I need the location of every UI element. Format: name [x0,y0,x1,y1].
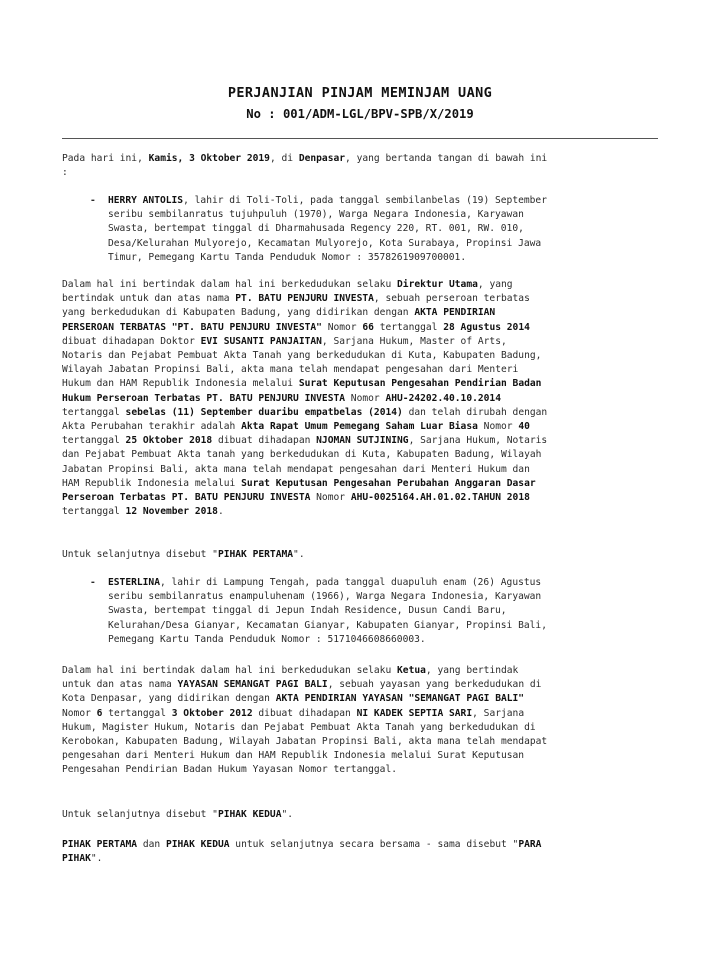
text-line [62,838,658,852]
bold-text-run: NI KADEK SEPTIA SARI [356,707,473,719]
text-run: untuk dan atas nama [62,679,178,691]
text-run: dan Pejabat Pembuat Akta tanah yang berkedudukan di Kuta, Kabupaten Badung, Wilayah [62,449,542,461]
bold-text-run: PERSEROAN TERBATAS "PT. BATU PENJURU INVESTA" [62,321,322,333]
text-line [108,251,658,265]
text-run: ". [281,809,294,820]
text-run: , Sarjana [472,707,525,719]
text-run: : [62,167,68,179]
bold-text-run: 66 [362,321,374,333]
bold-text-run: Perseroan Terbatas PT. BATU PENJURU INVESTA [62,492,311,504]
text-run: tertanggal [62,406,126,418]
text-run: dan [137,839,166,850]
bold-text-run: 28 Agustus 2014 [443,321,530,333]
text-run: , Sarjana Hukum, Master of Arts, [321,335,507,347]
text-run: Akta Perubahan terakhir adalah [62,421,242,433]
text-line [62,505,658,519]
text-run: , yang [477,279,513,290]
bold-text-run: ESTERLINA [108,577,160,588]
text-run: Nomor [62,707,97,719]
bold-text-run: EVI SUSANTI PANJAITAN [200,335,322,347]
text-run: ". [293,549,305,560]
text-run: Desa/Kelurahan Mulyorejo, Kecamatan Mulyorejo, Kota Surabaya, Propinsi Jawa [108,237,542,249]
text-run: ". [90,853,103,865]
bold-text-run: PT. BATU PENJURU INVESTA [235,293,374,305]
bold-text-run: Surat Keputusan Pengesahan Pendirian Badan [298,378,542,390]
text-line [62,808,658,822]
text-line [62,721,658,735]
text-line [62,448,658,462]
text-run: Nomor [321,321,363,333]
title-divider [62,138,658,139]
bold-text-run: Surat Keputusan Pengesahan Perubahan Anggaran Dasar [241,477,536,489]
text-line [62,434,658,448]
text-line [62,278,658,292]
text-run: untuk selanjutnya secara bersama - sama disebut " [229,839,519,850]
text-run: HAM Republik Indonesia melalui [62,477,242,489]
text-line [62,548,658,562]
text-line [62,678,658,692]
text-line [62,349,658,363]
text-line [62,306,658,320]
text-run: , lahir di Lampung Tengah, pada tanggal duapuluh enam (26) Agustus [159,577,542,588]
bold-text-run: AKTA PENDIRIAN YAYASAN "SEMANGAT PAGI BALI" [275,693,525,705]
bold-text-run: Ketua [397,665,426,676]
text-line [108,194,658,208]
bold-text-run: 25 Oktober 2018 [125,435,213,447]
bold-text-run: NJOMAN SUTJINING [316,435,409,447]
bold-text-run: Hukum Perseroan Terbatas PT. BATU PENJURU INVESTA [62,392,346,404]
text-run: Untuk selanjutnya disebut " [62,809,218,820]
text-run: Kota Denpasar, yang didirikan dengan [62,693,276,705]
bold-text-run: PIHAK KEDUA [165,839,230,850]
party1-role-paragraph [62,278,658,519]
text-line [62,335,658,349]
text-line [62,377,658,391]
text-run: pengesahan dari Menteri Hukum dan HAM Republik Indonesia melalui Surat Keputusan [62,750,525,762]
text-run: Wilayah Jabatan Propinsi Bali, akta mana telah mendapat pengesahan dari Menteri [62,364,519,376]
text-run: Kelurahan/Desa Gianyar, Kecamatan Gianyar, Kabupaten Gianyar, Propinsi Bali, [108,619,547,631]
text-line [62,477,658,491]
text-run: Untuk selanjutnya disebut " [62,549,218,560]
text-line [108,222,658,236]
bold-text-run: sebelas (11) September duaribu empatbelas (2014) [125,406,403,418]
text-run: dan telah dirubah dengan [402,406,548,418]
text-run: Nomor [477,421,519,433]
text-line [62,321,658,335]
text-line [62,692,658,706]
bold-text-run: AKTA PENDIRIAN [414,307,496,319]
text-run: Dalam hal ini bertindak dalam hal ini berkedudukan selaku [62,279,398,290]
text-run: , di [269,153,299,164]
party2-role-paragraph [62,664,658,778]
text-run: Pengesahan Pendirian Badan Hukum Yayasan Nomor tertanggal. [62,764,398,776]
text-line [62,363,658,377]
text-line [62,749,658,763]
bold-text-run: Kamis, 3 Oktober 2019 [148,153,270,164]
text-run: Kerobokan, Kabupaten Badung, Wilayah Jabatan Propinsi Bali, akta mana telah mendapat [62,736,548,748]
document-title: PERJANJIAN PINJAM MEMINJAM UANG [227,85,493,101]
text-run: Hukum dan HAM Republik Indonesia melalui [62,378,299,390]
bold-text-run: 12 November 2018 [125,506,218,518]
text-run: Pada hari ini, [62,153,149,164]
text-run: Jabatan Propinsi Bali, akta mana telah mendapat pengesahan dari Menteri Hukum dan [62,463,530,475]
text-run: Notaris dan Pejabat Pembuat Akta Tanah yang berkedudukan di Kuta, Kabupaten Badung, [62,350,542,362]
text-line [108,208,658,222]
text-run: , yang bertindak [425,665,519,676]
text-run: , yang bertanda tangan di bawah ini [345,153,548,164]
bold-text-run: PIHAK [62,853,91,865]
text-run: Swasta, bertempat tinggal di Dharmahusada Regency 220, RT. 001, RW. 010, [108,223,524,235]
text-run: , Sarjana Hukum, Notaris [408,435,548,447]
bold-text-run: 3 Oktober 2012 [171,707,253,719]
text-line [108,604,658,618]
text-line [62,852,658,866]
text-run: Pemegang Kartu Tanda Penduduk Nomor : 5171046608660003. [108,633,426,645]
bullet-dash: - [90,577,96,588]
text-run: bertindak untuk dan atas nama [62,293,236,305]
text-line [108,633,658,647]
bold-text-run: PARA [518,839,542,850]
text-line [62,491,658,505]
bold-text-run: PIHAK KEDUA [217,809,282,820]
party2-alias [62,808,658,822]
text-run: Timur, Pemegang Kartu Tanda Penduduk Nomor : 3578261909700001. [108,251,467,263]
bold-text-run: AHU-0025164.AH.01.02.TAHUN 2018 [350,492,530,504]
text-run: , sebuah perseroan terbatas [373,293,530,305]
party1-identity [90,194,658,265]
bold-text-run: YAYASAN SEMANGAT PAGI BALI [177,679,328,691]
text-line [62,463,658,477]
text-run: Hukum, Magister Hukum, Notaris dan Pejabat Pembuat Akta Tanah yang berkedudukan di [62,721,536,733]
text-run: tertanggal [62,506,126,518]
text-run: tertanggal [102,707,172,719]
text-line [108,237,658,251]
bold-text-run: 40 [518,421,530,433]
text-run: yang berkedudukan di Kabupaten Badung, yang didirikan dengan [62,307,415,319]
text-run: dibuat dihadapan Doktor [62,335,201,347]
text-line [62,406,658,420]
bold-text-run: 6 [96,707,103,719]
text-run: . [217,506,224,518]
bold-text-run: PIHAK PERTAMA [62,839,138,850]
party2-identity-text [108,576,658,647]
text-run: Dalam hal ini bertindak dalam hal ini berkedudukan selaku [62,665,398,676]
text-line [62,152,658,166]
bold-text-run: Denpasar [298,153,346,164]
text-run: Swasta, bertempat tinggal di Jepun Indah Residence, Dusun Candi Baru, [108,605,507,617]
bold-text-run: AHU-24202.40.10.2014 [385,392,501,404]
text-run: tertanggal [373,321,444,333]
text-line [108,590,658,604]
text-line [62,707,658,721]
text-line [62,166,658,180]
text-run: , sebuah yayasan yang berkedudukan di [327,679,542,691]
text-run: dibuat dihadapan [252,707,357,719]
text-line [108,619,658,633]
text-run: , lahir di Toli-Toli, pada tanggal sembilanbelas (19) September [183,195,547,206]
party2-identity [90,576,658,647]
text-line [62,292,658,306]
text-line [62,763,658,777]
text-run: Nomor [345,392,386,404]
text-run: dibuat dihadapan [212,435,317,447]
party1-identity-text [108,194,658,265]
bold-text-run: Direktur Utama [397,279,478,290]
text-line [62,420,658,434]
opening-paragraph [62,152,658,180]
text-run: seribu sembilanratus enampuluhenam (1966), Warga Negara Indonesia, Karyawan [108,591,542,603]
text-run: tertanggal [62,435,126,447]
closing-paragraph [62,838,658,866]
text-run: Nomor [310,492,351,504]
bold-text-run: Akta Rapat Umum Pemegang Saham Luar Biasa [241,421,478,433]
text-line [62,392,658,406]
text-line [62,735,658,749]
text-line [62,664,658,678]
text-line [108,576,658,590]
text-run: seribu sembilanratus tujuhpuluh (1970), Warga Negara Indonesia, Karyawan [108,209,524,221]
document-number: No : 001/ADM-LGL/BPV-SPB/X/2019 [246,107,474,121]
bullet-dash: - [90,195,96,206]
party1-alias [62,548,658,562]
bold-text-run: PIHAK PERTAMA [217,549,294,560]
bold-text-run: HERRY ANTOLIS [108,195,184,206]
